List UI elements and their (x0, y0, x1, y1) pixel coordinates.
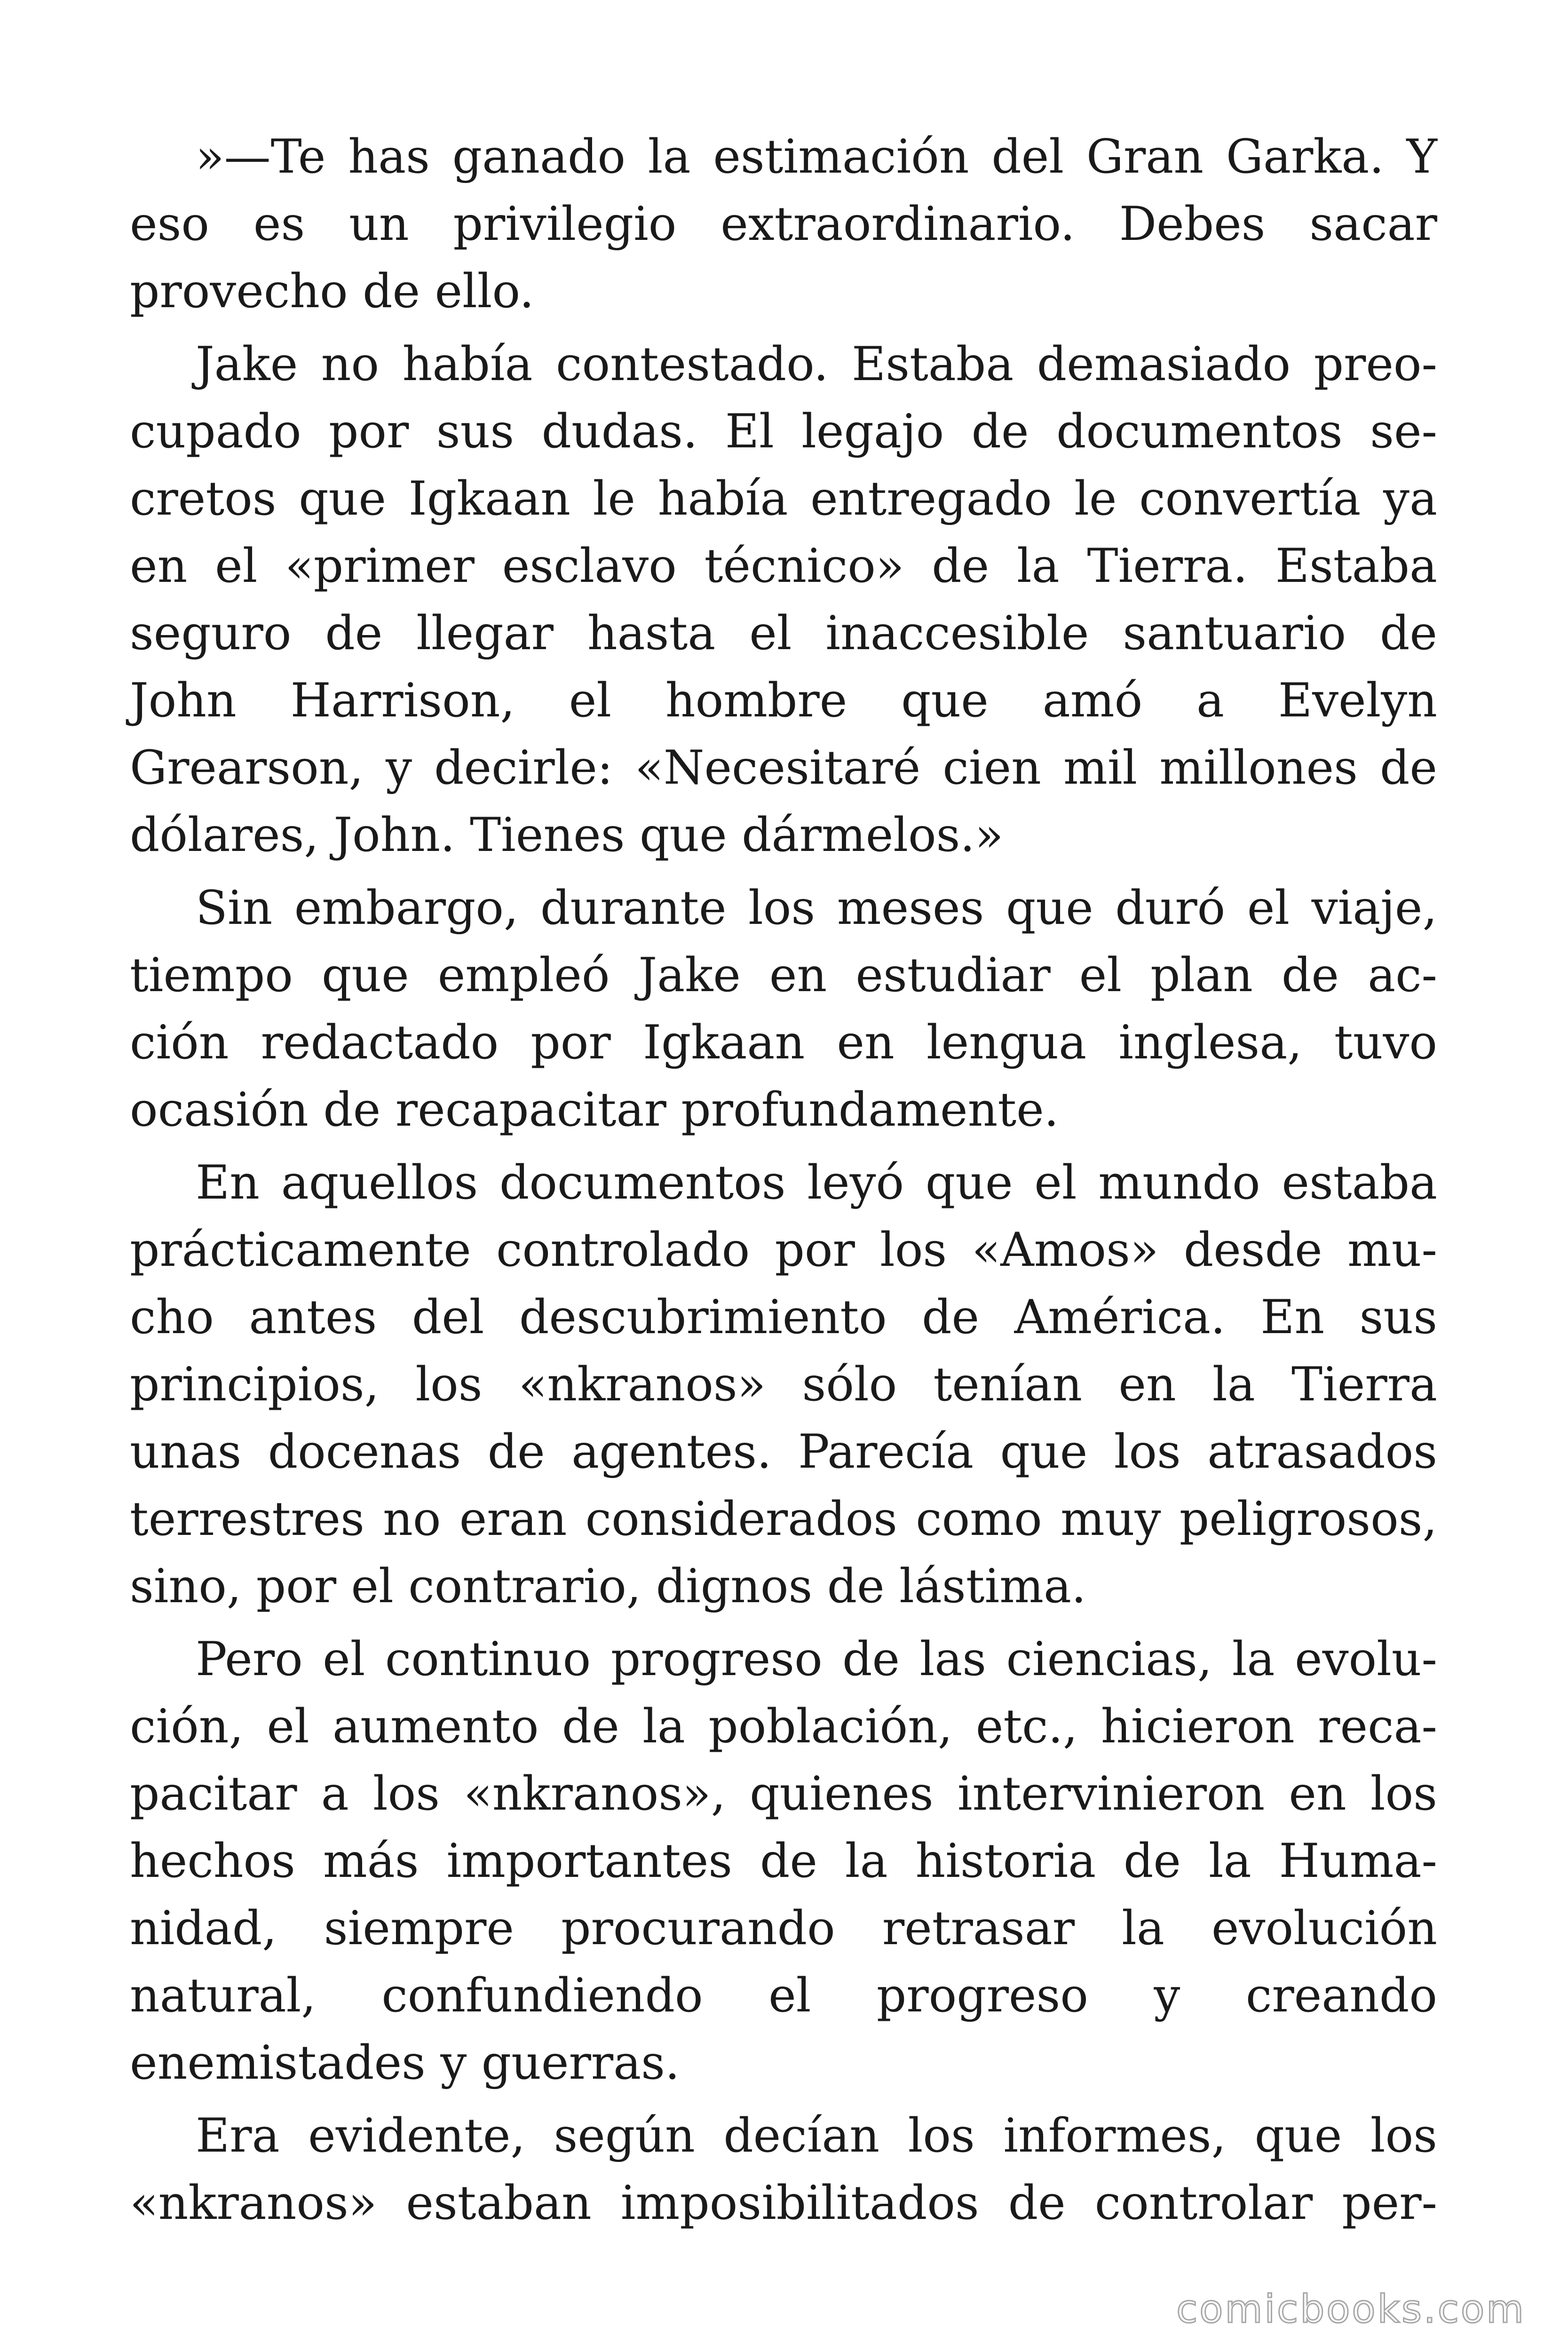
paragraph-5 (130, 1626, 1437, 2097)
text-line: pacitar a los «nkranos», quienes intervinieron en los (130, 1767, 1437, 1821)
text-line: Sin embargo, durante los meses que duró el viaje, (196, 881, 1437, 935)
text-line: nidad, siempre procurando retrasar la evolución (130, 1901, 1437, 1955)
text-line: natural, confundiendo el progreso y creando (130, 1969, 1437, 2023)
text-line: ción, el aumento de la población, etc., hicieron reca- (130, 1700, 1437, 1754)
text-line: eso es un privilegio extraordinario. Debes sacar (130, 197, 1437, 251)
text-line: Era evidente, según decían los informes, que los (196, 2109, 1437, 2163)
text-line: provecho de ello. (130, 264, 534, 318)
paragraph-2 (130, 331, 1437, 869)
text-line: prácticamente controlado por los «Amos» desde mu- (130, 1223, 1437, 1277)
page-body-text (130, 123, 1437, 2242)
text-line: Grearson, y decirle: «Necesitaré cien mil millones de (130, 741, 1437, 795)
text-line: ción redactado por Igkaan en lengua inglesa, tuvo (130, 1016, 1437, 1070)
text-line: «nkranos» estaban imposibilitados de controlar per- (130, 2176, 1437, 2230)
paragraph-6 (130, 2102, 1437, 2237)
text-line: cretos que Igkaan le había entregado le convertía ya (130, 472, 1437, 526)
paragraph-3 (130, 874, 1437, 1144)
text-line: en el «primer esclavo técnico» de la Tierra. Estaba (130, 539, 1437, 593)
text-line: sino, por el contrario, dignos de lástima. (130, 1559, 1086, 1613)
text-line: hechos más importantes de la historia de la Huma- (130, 1834, 1437, 1888)
text-line: principios, los «nkranos» sólo tenían en la Tierra (130, 1358, 1437, 1412)
text-line: John Harrison, el hombre que amó a Evelyn (130, 674, 1437, 728)
text-line: En aquellos documentos leyó que el mundo estaba (196, 1156, 1437, 1210)
text-line: dólares, John. Tienes que dármelos.» (130, 808, 1004, 862)
text-line: Jake no había contestado. Estaba demasiado preo- (196, 337, 1437, 391)
paragraph-1 (130, 123, 1437, 325)
text-line: »—Te has ganado la estimación del Gran Garka. Y (196, 130, 1437, 184)
text-line: cho antes del descubrimiento de América. En sus (130, 1290, 1437, 1344)
text-line: ocasión de recapacitar profundamente. (130, 1083, 1059, 1137)
text-line: Pero el continuo progreso de las ciencias, la evolu- (196, 1632, 1437, 1686)
text-line: unas docenas de agentes. Parecía que los atrasados (130, 1425, 1437, 1479)
text-line: enemistades y guerras. (130, 2036, 680, 2090)
paragraph-4 (130, 1149, 1437, 1620)
text-line: cupado por sus dudas. El legajo de documentos se- (130, 405, 1437, 459)
text-line: tiempo que empleó Jake en estudiar el plan de ac- (130, 948, 1437, 1002)
watermark: comicbooks.com (1176, 2287, 1526, 2332)
text-line: seguro de llegar hasta el inaccesible santuario de (130, 606, 1437, 660)
text-line: terrestres no eran considerados como muy peligrosos, (130, 1492, 1437, 1546)
